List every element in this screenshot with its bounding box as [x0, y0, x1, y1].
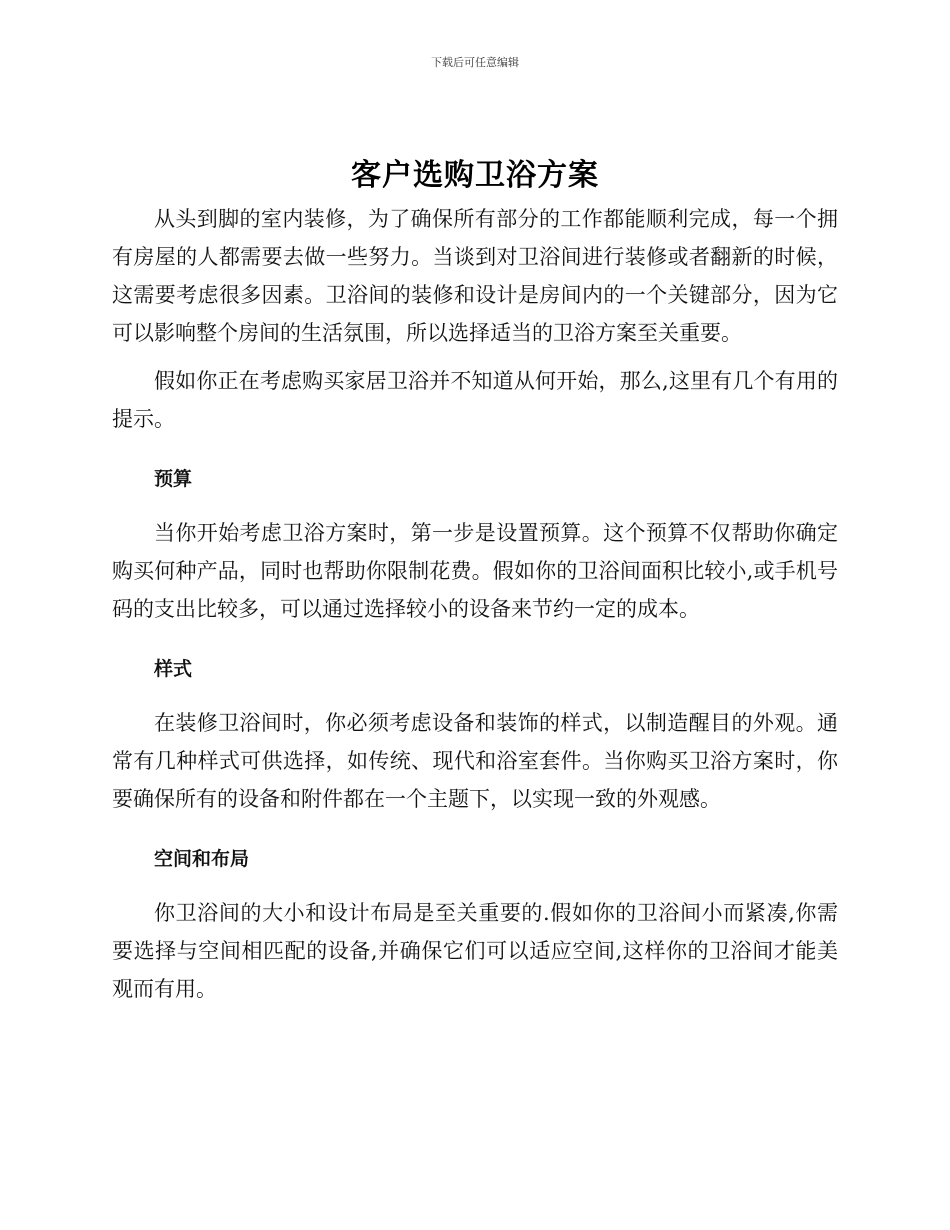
intro-paragraph-1: 从头到脚的室内装修，为了确保所有部分的工作都能顺利完成，每一个拥有房屋的人都需要去做一些努力。当谈到对卫浴间进行装修或者翻新的时候，这需要考虑很多因素。卫浴间的装修和设计是房间内的一个关键部分，因为它可以影响整个房间的生活氛围，所以选择适当的卫浴方案至关重要。	[112, 207, 838, 345]
section-paragraph-budget: 当你开始考虑卫浴方案时，第一步是设置预算。这个预算不仅帮助你确定购买何种产品，同时也帮助你限制花费。假如你的卫浴间面积比较小,或手机号码的支出比较多，可以通过选择较小的设备来节约一定的成本。	[112, 521, 838, 621]
intro-paragraph-2: 假如你正在考虑购买家居卫浴并不知道从何开始，那么,这里有几个有用的提示。	[112, 369, 838, 431]
section-heading-budget: 预算	[154, 468, 193, 490]
section-paragraph-space-layout: 你卫浴间的大小和设计布局是至关重要的.假如你的卫浴间小而紧凑,你需要选择与空间相匹配的设备,并确保它们可以适应空间,这样你的卫浴间才能美观而有用。	[112, 901, 838, 1001]
document-body	[112, 200, 838, 1018]
header-note: 下载后可任意编辑	[431, 56, 519, 69]
page-title: 客户选购卫浴方案	[351, 158, 599, 193]
section-heading-space-layout: 空间和布局	[154, 848, 250, 870]
section-paragraph-style: 在装修卫浴间时，你必须考虑设备和装饰的样式，以制造醒目的外观。通常有几种样式可供选择，如传统、现代和浴室套件。当你购买卫浴方案时，你要确保所有的设备和附件都在一个主题下，以实现一致的外观感。	[112, 711, 838, 811]
section-heading-style: 样式	[154, 658, 193, 680]
